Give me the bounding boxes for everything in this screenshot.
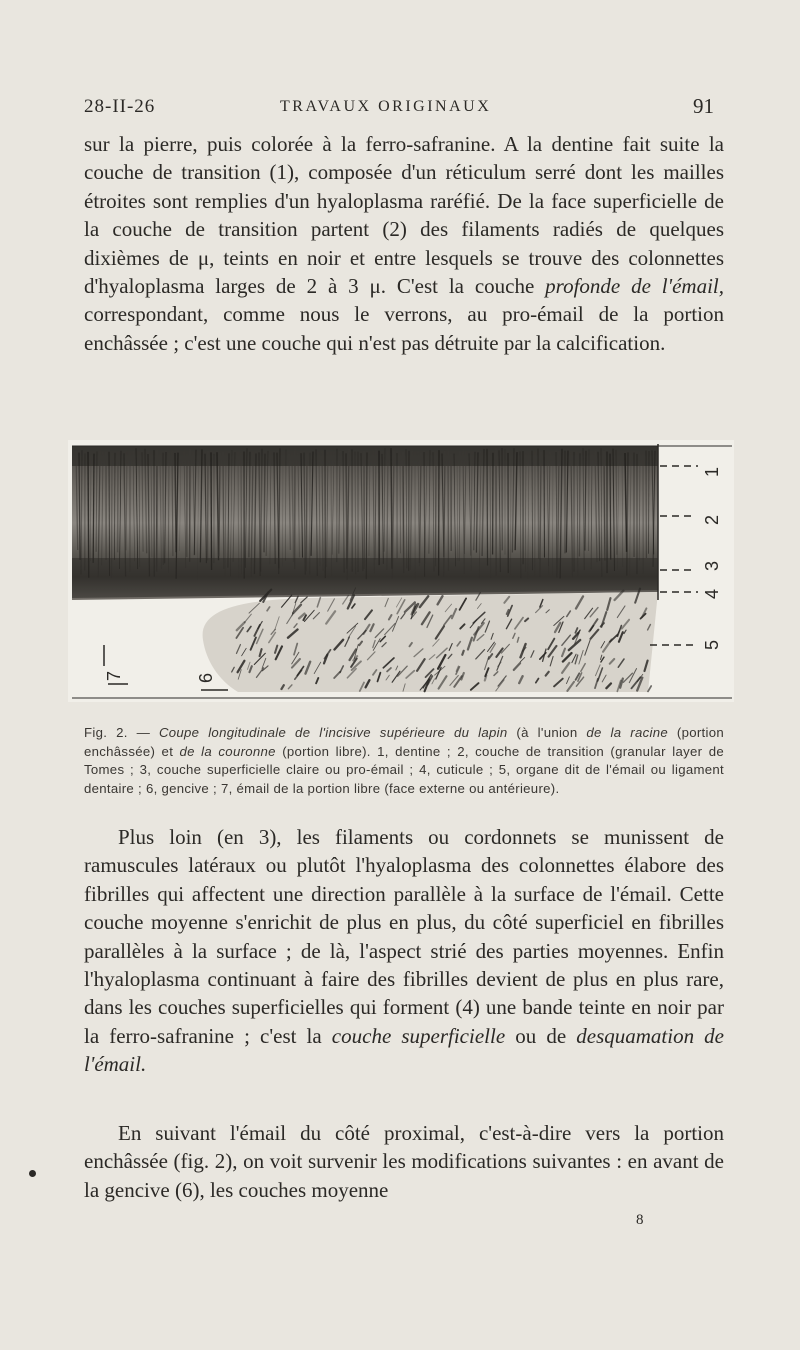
paragraph-2-text-b: ou de [505, 1023, 577, 1048]
figure-label-1: 1 [702, 466, 722, 478]
caption-text-3: (portion libre). 1, dentine ; 2, couche de transition (granular layer de Tomes ; 3, couche superficielle claire ou pro-émail ; 4, cuticule ; 5, organe dit de l'émail ou ligament dentaire ; 6, gencive ; 7, émail de la portion libre (face externe ou antérieure). [84, 743, 724, 796]
caption-text-2: (portion enchâssée) et [84, 725, 725, 759]
caption-text-1: (à l'union [507, 725, 587, 740]
figure-label-6: 6 [196, 672, 216, 684]
paragraph-2-italic-1: couche superficielle [331, 1023, 506, 1048]
header-date: 28-II-26 [84, 96, 156, 117]
caption-italic-1: Coupe longitudinale de l'incisive supérieure du lapin [158, 725, 508, 740]
caption-prefix: Fig. 2. — [84, 725, 159, 740]
signature-mark: 8 [636, 1212, 644, 1228]
figure-illustration [68, 440, 734, 702]
paragraph-2-text-a: Plus loin (en 3), les filaments ou cordonnets se munissent de ramuscules latéraux ou plutôt l'hyaloplasma des colonnettes élabore des fibrilles qui affectent une direction parallèle à la surface de l'émail. Cette couche moyenne s'enrichit de plus en plus, du côté superficiel en fibrilles parallèles à la surface ; de là, l'aspect strié des parties moyennes. Enfin l'hyaloplasma continuant à faire des fibrilles devient de plus en plus rare, dans les couches superficielles qui forment (4) une bande teinte en noir par la ferro-safranine ; c'est la [84, 825, 724, 1048]
paragraph-2 [84, 823, 724, 1079]
figure-caption [84, 724, 724, 798]
paragraph-3-text: En suivant l'émail du côté proximal, c'est-à-dire vers la portion enchâssée (fig. 2), on voit survenir les modifications suivantes : en avant de la gencive (6), les couches moyenne [84, 1121, 724, 1202]
header-title: TRAVAUX ORIGINAUX [280, 98, 492, 115]
paragraph-1-text-a: sur la pierre, puis colorée à la ferro-safranine. A la dentine fait suite la couche de transition (1), composée d'un réticulum serré dont les mailles étroites sont remplies d'un hyaloplasma raréfié. De la face superficielle de la couche de transition partent (2) des filaments radiés de quelques dixièmes de μ, teints en noir et entre lesquels se trouve des colonnettes d'hyaloplasma larges de 2 à 3 μ. C'est la couche [84, 132, 724, 299]
page-number: 91 [693, 94, 714, 118]
paragraph-1 [84, 130, 724, 357]
paragraph-1-text-b: correspondant, comme nous le verrons, au pro-émail de la portion enchâssée ; c'est une couche qui n'est pas détruite par la calcification. [84, 302, 724, 355]
paragraph-1-italic: profonde de l'émail, [545, 274, 724, 299]
caption-italic-3: de la couronne [179, 743, 276, 759]
figure-label-7: 7 [104, 670, 124, 682]
paragraph-2-italic-2: desquamation de l'émail. [84, 1023, 725, 1077]
running-header [84, 94, 714, 124]
caption-italic-2: de la racine [586, 725, 668, 740]
figure-label-2: 2 [702, 514, 722, 526]
figure-2-micrograph [68, 440, 734, 702]
paragraph-3 [84, 1119, 724, 1204]
margin-dot [29, 1170, 36, 1177]
figure-label-3: 3 [702, 560, 722, 572]
figure-label-4: 4 [702, 588, 722, 600]
figure-label-5: 5 [702, 639, 722, 651]
